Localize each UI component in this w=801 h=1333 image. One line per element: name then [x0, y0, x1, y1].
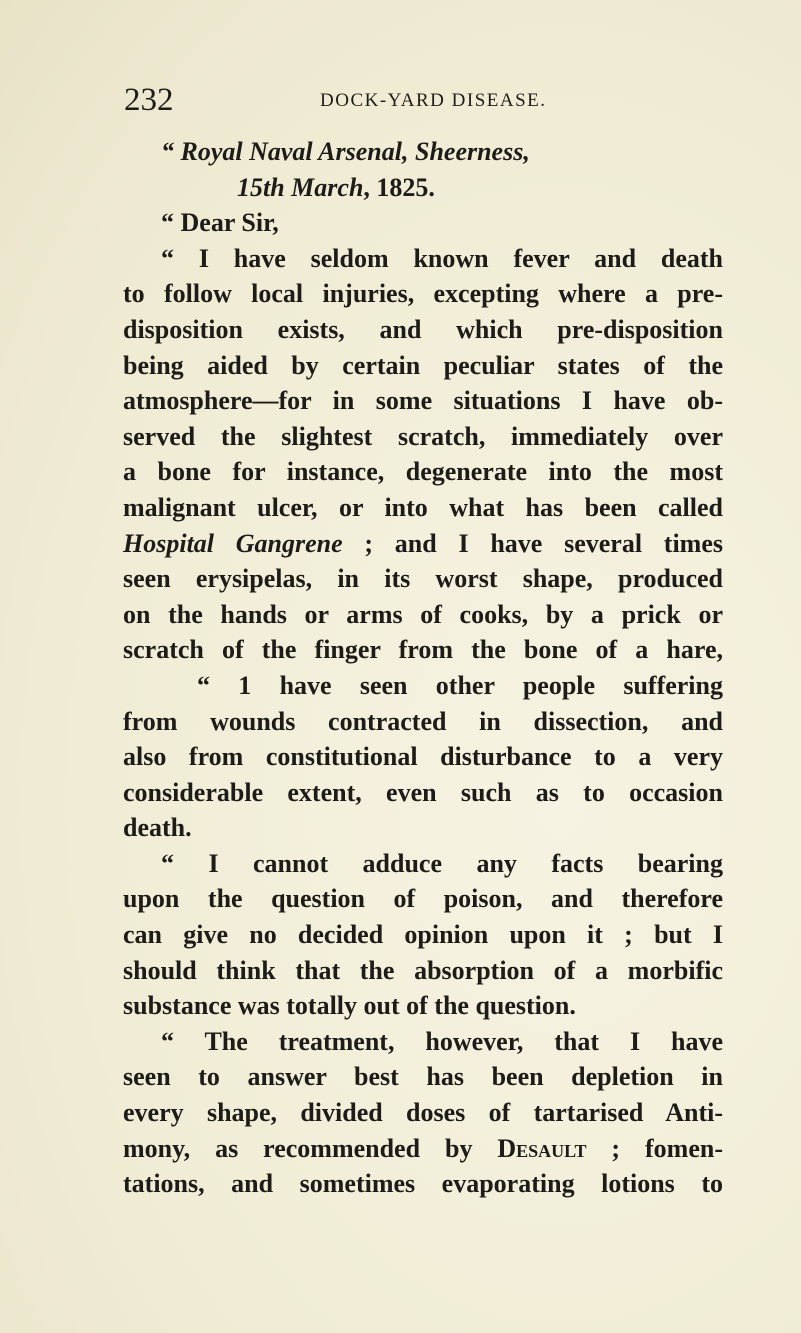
text-line: atmosphere—for in some situations I have ob- — [123, 386, 723, 416]
letter-body — [123, 134, 723, 1202]
text-fragment: ; fomen- — [586, 1133, 723, 1163]
author-name: Desault — [497, 1133, 587, 1163]
letter-date-year: , 1825. — [363, 172, 435, 202]
text-line: from wounds contracted in dissection, and — [123, 706, 723, 736]
text-line: being aided by certain peculiar states of the — [123, 350, 723, 380]
text-line: “ I have seldom known fever and death — [161, 243, 723, 273]
page-number: 232 — [124, 82, 174, 118]
text-line: on the hands or arms of cooks, by a prick or — [123, 599, 723, 629]
text-line: can give no decided opinion upon it ; but I — [123, 920, 723, 950]
text-line: death. — [123, 813, 192, 843]
text-line: considerable extent, even such as to occasion — [123, 777, 723, 807]
text-line: seen erysipelas, in its worst shape, produced — [123, 564, 723, 594]
text-line: malignant ulcer, or into what has been called — [123, 492, 723, 522]
text-line — [123, 1131, 723, 1167]
text-line: disposition exists, and which pre-disposition — [123, 314, 723, 344]
text-line: served the slightest scratch, immediately over — [123, 421, 723, 451]
text-line: also from constitutional disturbance to a very — [123, 742, 723, 772]
text-line — [123, 526, 723, 562]
letter-salutation: “ Dear Sir, — [161, 208, 279, 238]
text-line: “ 1 have seen other people suffering — [197, 670, 723, 700]
text-line: substance was totally out of the question. — [123, 991, 576, 1021]
text-line: every shape, divided doses of tartarised Anti- — [123, 1098, 723, 1128]
text-line: tations, and sometimes evaporating lotions to — [123, 1169, 723, 1199]
text-line: “ I cannot adduce any facts bearing — [161, 848, 723, 878]
letter-date-day: 15th March — [237, 172, 364, 202]
text-line: “ The treatment, however, that I have — [161, 1026, 723, 1056]
paragraph-1 — [123, 241, 723, 668]
text-line: a bone for instance, degenerate into the most — [123, 457, 723, 487]
letter-place: “ Royal Naval Arsenal, Sheerness, — [161, 137, 530, 166]
letter-date — [123, 170, 723, 206]
text-fragment: mony, as recommended by — [123, 1133, 498, 1163]
paragraph-2 — [123, 668, 723, 846]
text-line: should think that the absorption of a morbific — [123, 955, 723, 985]
text-fragment: ; and I have several times — [342, 528, 723, 558]
text-line: to follow local injuries, excepting where a pre- — [123, 279, 723, 309]
text-line: seen to answer best has been depletion in — [123, 1062, 723, 1092]
paragraph-3 — [123, 846, 723, 1024]
paragraph-4 — [123, 1024, 723, 1202]
text-line: scratch of the finger from the bone of a hare, — [123, 635, 723, 665]
page-header — [124, 80, 724, 120]
italic-term: Hospital Gangrene — [123, 528, 343, 558]
running-head: DOCK-YARD DISEASE. — [320, 90, 547, 111]
text-line: upon the question of poison, and therefore — [123, 884, 723, 914]
